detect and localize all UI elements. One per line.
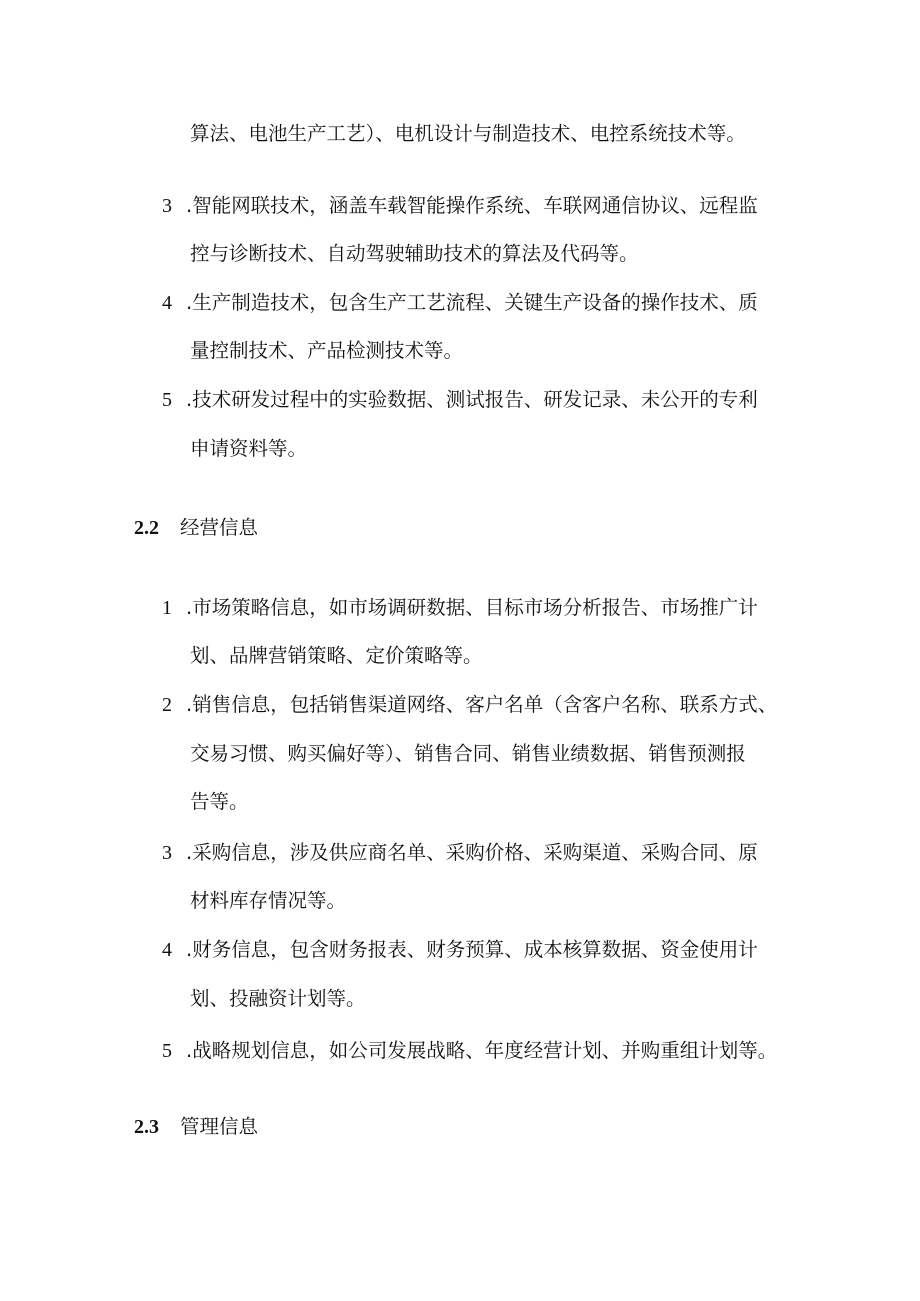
list-item-line: .战略规划信息，如公司发展战略、年度经营计划、并购重组计划等。 xyxy=(186,1039,778,1062)
list-item-number: 5 xyxy=(162,1040,172,1062)
list-item-line: 控与诊断技术、自动驾驶辅助技术的算法及代码等。 xyxy=(190,242,639,265)
list-item-line: 量控制技术、产品检测技术等。 xyxy=(190,339,464,362)
list-item-line: 交易习惯、购买偏好等）、销售合同、销售业绩数据、销售预测报 xyxy=(190,742,746,765)
list-item-line: .智能网联技术，涵盖车载智能操作系统、车联网通信协议、远程监 xyxy=(186,194,758,217)
list-item-line: 材料库存情况等。 xyxy=(190,889,347,912)
list-item-line: .财务信息，包含财务报表、财务预算、成本核算数据、资金使用计 xyxy=(186,938,758,961)
list-item-line: 告等。 xyxy=(190,790,249,813)
list-item-line: .采购信息，涉及供应商名单、采购价格、采购渠道、采购合同、原 xyxy=(186,841,758,864)
list-item-line: .技术研发过程中的实验数据、测试报告、研发记录、未公开的专利 xyxy=(186,388,758,411)
section-title: 管理信息 xyxy=(180,1115,259,1138)
list-item-line: .市场策略信息，如市场调研数据、目标市场分析报告、市场推广计 xyxy=(186,596,758,619)
list-item-line: 划、投融资计划等。 xyxy=(190,987,366,1010)
list-item-number: 3 xyxy=(162,195,172,217)
section-title: 经营信息 xyxy=(180,516,259,539)
list-item-number: 3 xyxy=(162,842,172,864)
section-number: 2.3 xyxy=(134,1116,159,1138)
list-item-number: 2 xyxy=(162,694,172,716)
list-item-number: 4 xyxy=(162,939,172,961)
list-item-line: .销售信息，包括销售渠道网络、客户名单（含客户名称、联系方式、 xyxy=(186,693,778,716)
list-item-number: 4 xyxy=(162,292,172,314)
list-item-number: 1 xyxy=(162,597,172,619)
paragraph-continuation: 算法、电池生产工艺）、电机设计与制造技术、电控系统技术等。 xyxy=(190,122,746,145)
list-item-number: 5 xyxy=(162,389,172,411)
list-item-line: 申请资料等。 xyxy=(190,437,308,460)
section-number: 2.2 xyxy=(134,517,159,539)
list-item-line: .生产制造技术，包含生产工艺流程、关键生产设备的操作技术、质 xyxy=(186,291,758,314)
list-item-line: 划、品牌营销策略、定价策略等。 xyxy=(190,644,483,667)
